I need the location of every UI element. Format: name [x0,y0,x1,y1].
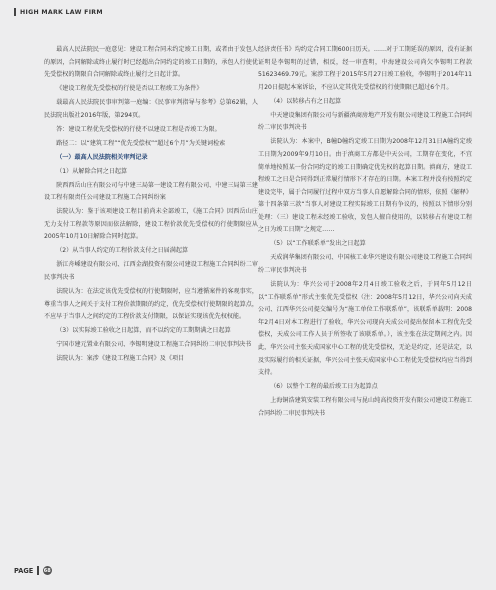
firm-name: HIGH MARK LAW FIRM [20,8,103,16]
right-column [258,44,472,422]
footer-divider [37,566,39,575]
subheading: （6）以整个工程的最后竣工日为起算点 [270,383,378,391]
section-heading: （一）最高人民法院相关审判记录 [56,153,148,161]
paragraph: 法院认为：案涉《建设工程施工合同》及《项目 [56,355,185,363]
case-title: 陕西西岳山庄有限公司与中建三局第一建设工程有限公司、中建三局第三建设工程有限责任公司建设工程施工合同纠纷案 [44,181,258,202]
case-title: 宁国市建元置业有限公司、李锡明建设工程施工合同纠纷二审民事判决书 [56,341,252,349]
paragraph: 答：建设工程优先受偿权的行使不以建设工程是否竣工为限。 [56,125,221,133]
subheading: （1）从解除合同之日起算 [56,167,128,175]
paragraph: 路径二：以“建筑工程”“优先受偿权”“超过6个月”为关键词检索 [56,139,226,147]
page-label: PAGE [14,566,34,575]
subheading: （3）以实际竣工验收之日起算，而不以约定的工期期满之日起算 [56,327,231,335]
page-number: 68 [43,567,51,574]
paragraph: 法院认为：鉴于该项建设工程目前尚未全部竣工，《施工合同》因西岳山庄无力支付工程款等原因而依法解除，建设工程价款优先受偿权的行使期限应从2005年10月10日解除合同时起算。 [44,208,258,241]
case-title: 上海铜浩建筑安装工程有限公司与昆山纯高投资开发有限公司建设工程施工合同纠纷二审民事判决书 [258,397,472,417]
subheading: （5）以“工作联系单”发出之日起算 [270,240,366,248]
header-divider [14,8,16,16]
case-title: 中天建设集团有限公司与新疆滇商房地产开发有限公司建设工程施工合同纠纷二审民事判决书 [258,111,472,132]
paragraph: 最高人民法院民一庭意见：建设工程合同未约定竣工日期，或者由于发包人的原因，合同解除或终止履行时已经超出合同约定的竣工日期的，承包人行使优先受偿权的期限自合同解除或终止履行之日起计算。 [44,46,258,79]
page-footer [14,566,52,575]
left-column [44,44,258,367]
paragraph: 法院认为：华兴公司于2008年2月4日竣工验收之后，于同年5月12日以“工作联系单”形式主张优先受偿权（注：2008年5月12日，华兴公司向天成公司、江西华兴公司提交编号为“施工单位工作联系单”，该联系单载明：2008年2月4日对本工程进行了验收，华兴公司现向天成公司提出保留本工程优先受偿权，天成公司工作人员于所签收了该联系单。），该主张在法定期间之内。因此，华兴公司主张天成国家中心工程的优先受偿权，无论是约定，还是法定，以及实际履行的相关证据，华兴公司主张天成国家中心工程优先受偿权均应当得到支持。 [258,281,472,377]
subheading: （2）从当事人约定的工程价款支付之日届满起算 [56,247,189,255]
paragraph: 载最高人民法院民事审判第一庭编：《民事审判指导与参考》总第62辑，人民法院出版社2016年版，第294页。 [44,99,258,119]
subheading: （4）以转移占有之日起算 [270,97,342,105]
paragraph: 法院认为：在法定该优先受偿权的行使期限时，应当遵循案件的客观事实，尊重当事人之间关于支付工程价款期限的约定，优先受偿权行使期限的起算点，不应早于当事人之间约定的工程价款支付期限，以保证实现该优先权权能。 [44,287,258,321]
paragraph: 经济责任书》均约定合同工期600日历天。……对于工期延误的原因，没有证据证明是李锡明的过错，相反，经一审查明，中海建设公司尚欠李锡明工程款51623469.79元。案涉工程于2015年5月27日竣工验收，李锡明于2014年11月20日提起本案诉讼，不应认定其优先受偿权的行使期限已超过6个月。 [258,46,472,91]
case-title: 天成润华集团有限公司、中国核工业华兴建设有限公司建设工程施工合同纠纷二审民事判决书 [258,254,472,275]
case-title: 浙江舟嵊建设有限公司、江西金湖投资有限公司建设工程施工合同纠纷二审民事判决书 [44,261,258,281]
running-header [14,8,103,16]
paragraph: 《建设工程优先受偿权的行使是否以工程竣工为条件》 [56,85,203,93]
paragraph: 法院认为：本案中，B幢D幢约定竣工日期为2008年12月31日A幢约定竣工日期为2009年9月10日。由于滇商工方都是中天公司，工期存在变化，不宜简单地按照某一份合同约定的竣工日期确定优先权的起算日期。滇商方，建设工程竣工之日是合同得到正常履行情形下才存在的日期。本案工程并没有按照约定建设完毕，属于合同履行过程中双方当事人自愿解除合同的情形，依照《解释》第十四条第三款“当事人对建设工程实际竣工日期有争议的，按照以下情形分别处理：（三）建设工程未经竣工验收，发包人擅自使用的，以转移占有建设工程之日为竣工日期”之规定…… [258,138,472,234]
